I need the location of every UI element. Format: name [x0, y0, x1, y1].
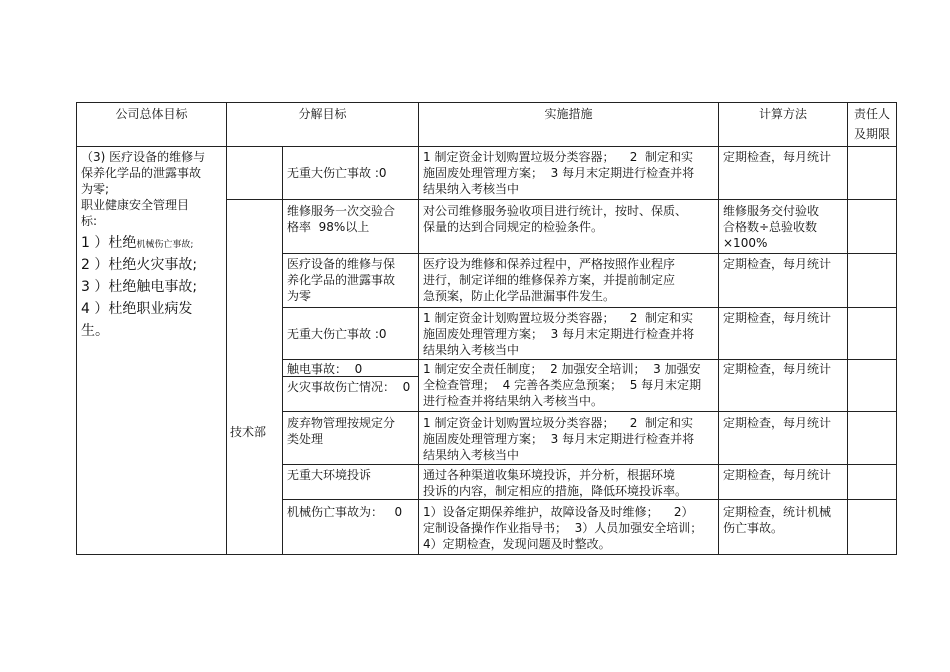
goal-item-1 [81, 232, 226, 256]
goal-item-1-prefix: 1 ）杜绝 [81, 235, 137, 251]
measure-cell: 对公司维修服务验收项目进行统计，按时、保质、 保量的达到合同规定的检验条件。 [423, 204, 688, 234]
header-measures: 实施措施 [544, 107, 593, 121]
target-cell: 触电事故： 0 [287, 362, 363, 376]
goal-item-2: 2 ）杜绝火灾事故; [81, 257, 198, 273]
column-divider [718, 102, 719, 555]
goal-item-3: 3 ）杜绝触电事故; [81, 279, 198, 295]
department-label: 技术部 [230, 425, 267, 439]
company-goal-text: （3) 医疗设备的维修与 保养化学品的泄露事故 为零; 职业健康安全管理目 标: [81, 150, 206, 228]
table-border-left [76, 102, 77, 555]
column-divider [282, 146, 283, 555]
target-cell: 无重大伤亡事故 :0 [287, 327, 387, 341]
target-cell: 废弃物管理按规定分 类处理 [287, 416, 396, 446]
method-cell: 定期检查，每月统计 [723, 257, 832, 271]
measure-cell: 通过各种渠道收集环境投诉，并分析，根据环境 投诉的内容，制定相应的措施，降低环境投诉率。 [423, 468, 688, 498]
header-company-goal: 公司总体目标 [115, 107, 188, 121]
method-cell: 定期检查，统计机械 伤亡事故。 [723, 505, 832, 535]
target-cell: 医疗设备的维修与保 养化学品的泄露事故 为零 [287, 257, 396, 303]
row-divider [282, 307, 897, 308]
measure-cell: 医疗设为维修和保养过程中，严格按照作业程序 进行，制定详细的维修保养方案，并提前制定应 急预案，防止化学品泄漏事件发生。 [423, 257, 676, 303]
method-cell: 维修服务交付验收 合格数÷总验收数 ×100% [723, 204, 820, 250]
row-divider [282, 464, 897, 465]
row-divider [282, 411, 897, 412]
measure-cell: 1）设备定期保养维护，故障设备及时维修； 2） 定制设备操作作业指导书； 3）人员加强安全培训； 4）定期检查，发现问题及时整改。 [423, 505, 703, 551]
target-cell: 无重大伤亡事故 :0 [287, 166, 387, 180]
table-border-bottom [76, 554, 897, 555]
header-divider [76, 146, 897, 147]
method-cell: 定期检查，每月统计 [723, 150, 832, 164]
method-cell: 定期检查，每月统计 [723, 416, 832, 430]
measure-cell: 1 制定安全责任制度； 2 加强安全培训； 3 加强安 全检查管理； 4 完善各类应急预案； 5 每月末定期 进行检查并将结果纳入考核当中。 [423, 362, 702, 408]
row-divider [282, 359, 897, 360]
measure-cell: 1 制定资金计划购置垃圾分类容器； 2 制定和实 施固废处理管理方案； 3 每月末定期进行检查并将 结果纳入考核当中 [423, 311, 695, 357]
header-responsible: 责任人 及期限 [853, 107, 890, 141]
measure-cell: 1 制定资金计划购置垃圾分类容器； 2 制定和实 施固废处理管理方案； 3 每月末定期进行检查并将 结果纳入考核当中 [423, 416, 695, 462]
column-divider [418, 102, 419, 555]
method-cell: 定期检查，每月统计 [723, 362, 832, 376]
row-divider [282, 253, 897, 254]
column-divider [847, 102, 848, 555]
target-cell: 机械伤亡事故为： 0 [287, 505, 403, 519]
target-cell: 无重大环境投诉 [287, 468, 372, 482]
header-breakdown-goal: 分解目标 [298, 107, 347, 121]
header-calc-method: 计算方法 [758, 107, 807, 121]
measure-cell: 1 制定资金计划购置垃圾分类容器； 2 制定和实 施固废处理管理方案； 3 每月末定期进行检查并将 结果纳入考核当中 [423, 150, 695, 196]
table-border-top [76, 102, 897, 103]
row-divider [282, 499, 897, 500]
row-divider [226, 199, 897, 200]
table-border-right [896, 102, 897, 555]
method-cell: 定期检查，每月统计 [723, 468, 832, 482]
target-cell: 维修服务一次交验合 格率 98%以上 [287, 204, 396, 234]
goal-item-4: 4 ）杜绝职业病发 生。 [81, 301, 193, 339]
column-divider [226, 102, 227, 555]
target-cell: 火灾事故伤亡情况： 0 [287, 380, 411, 394]
goal-item-1-small: 机械伤亡事故; [136, 240, 194, 250]
method-cell: 定期检查，每月统计 [723, 311, 832, 325]
